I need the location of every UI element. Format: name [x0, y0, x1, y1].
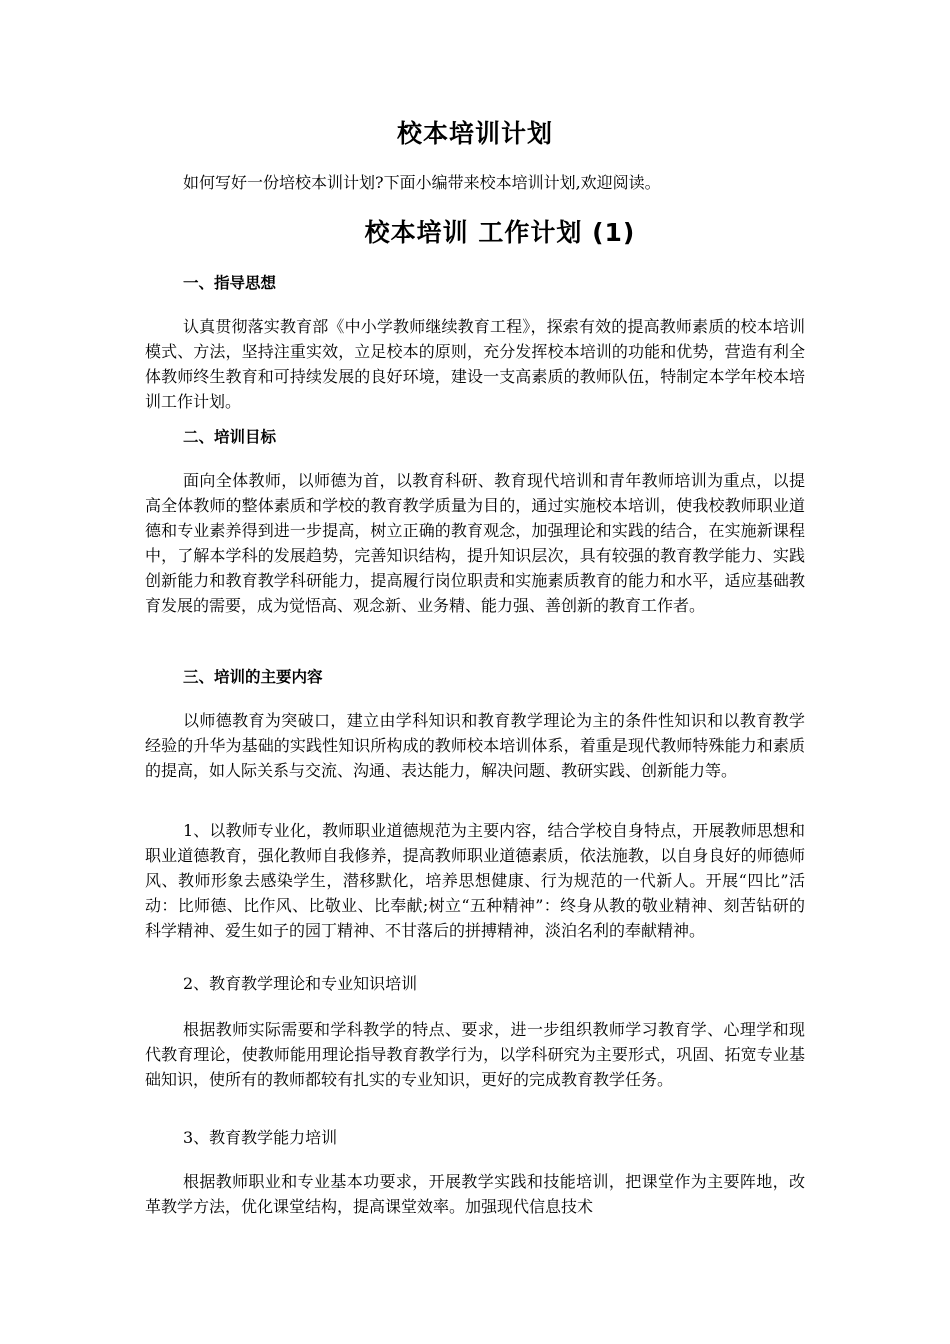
document-title: 校本培训计划 — [396, 119, 553, 148]
section-heading-guiding-ideology: 一、指导思想 — [183, 274, 277, 292]
item-heading-theory-training: 2、教育教学理论和专业知识培训 — [183, 974, 418, 993]
section-heading-main-content: 三、培训的主要内容 — [183, 668, 323, 686]
section-paragraph-main-content: 以师德教育为突破口，建立由学科知识和教育教学理论为主的条件性知识和以教育教学经验的升华为基础的实践性知识所构成的教师校本培训体系，着重是现代教师特殊能力和素质的提高，如人际关系与交流、沟通、表达能力，解决问题、教研实践、创新能力等。 — [145, 711, 805, 780]
item-paragraph-professional-ethics: 1、以教师专业化，教师职业道德规范为主要内容，结合学校自身特点，开展教师思想和职业道德教育，强化教师自我修养，提高教师职业道德素质，依法施教，以自身良好的师德师风、教师形象去感染学生，潜移默化，培养思想健康、行为规范的一代新人。开展“四比”活动：比师德、比作风、比敬业、比奉献;树立“五种精神”：终身从教的敬业精神、刻苦钻研的科学精神、爱生如子的园丁精神、不甘落后的拼搏精神，淡泊名利的奉献精神。 — [145, 821, 805, 940]
item-heading-teaching-ability: 3、教育教学能力培训 — [183, 1128, 338, 1147]
item-paragraph-teaching-ability: 根据教师职业和专业基本功要求，开展教学实践和技能培训，把课堂作为主要阵地，改革教学方法，优化课堂结构，提高课堂效率。加强现代信息技术 — [145, 1172, 805, 1216]
section-heading-training-goals: 二、培训目标 — [183, 428, 277, 446]
document-subtitle: 校本培训 工作计划 (1) — [364, 218, 636, 247]
section-paragraph-guiding-ideology: 认真贯彻落实教育部《中小学教师继续教育工程》，探索有效的提高教师素质的校本培训模式、方法，坚持注重实效，立足校本的原则，充分发挥校本培训的功能和优势，营造有利全体教师终生教育和可持续发展的良好环境，建设一支高素质的教师队伍，特制定本学年校本培训工作计划。 — [145, 317, 805, 411]
item-paragraph-theory-training: 根据教师实际需要和学科教学的特点、要求，进一步组织教师学习教育学、心理学和现代教育理论，使教师能用理论指导教育教学行为，以学科研究为主要形式，巩固、拓宽专业基础知识，使所有的教师都较有扎实的专业知识，更好的完成教育教学任务。 — [145, 1020, 805, 1089]
section-paragraph-training-goals: 面向全体教师，以师德为首，以教育科研、教育现代培训和青年教师培训为重点，以提高全体教师的整体素质和学校的教育教学质量为目的，通过实施校本培训，使我校教师职业道德和专业素养得到进一步提高，树立正确的教育观念，加强理论和实践的结合，在实施新课程中，了解本学科的发展趋势，完善知识结构，提升知识层次，具有较强的教育教学能力、实践创新能力和教育教学科研能力，提高履行岗位职责和实施素质教育的能力和水平，适应基础教育发展的需要，成为觉悟高、观念新、业务精、能力强、善创新的教育工作者。 — [145, 471, 805, 615]
intro-text: 如何写好一份培校本训计划?下面小编带来校本培训计划,欢迎阅读。 — [183, 173, 661, 192]
